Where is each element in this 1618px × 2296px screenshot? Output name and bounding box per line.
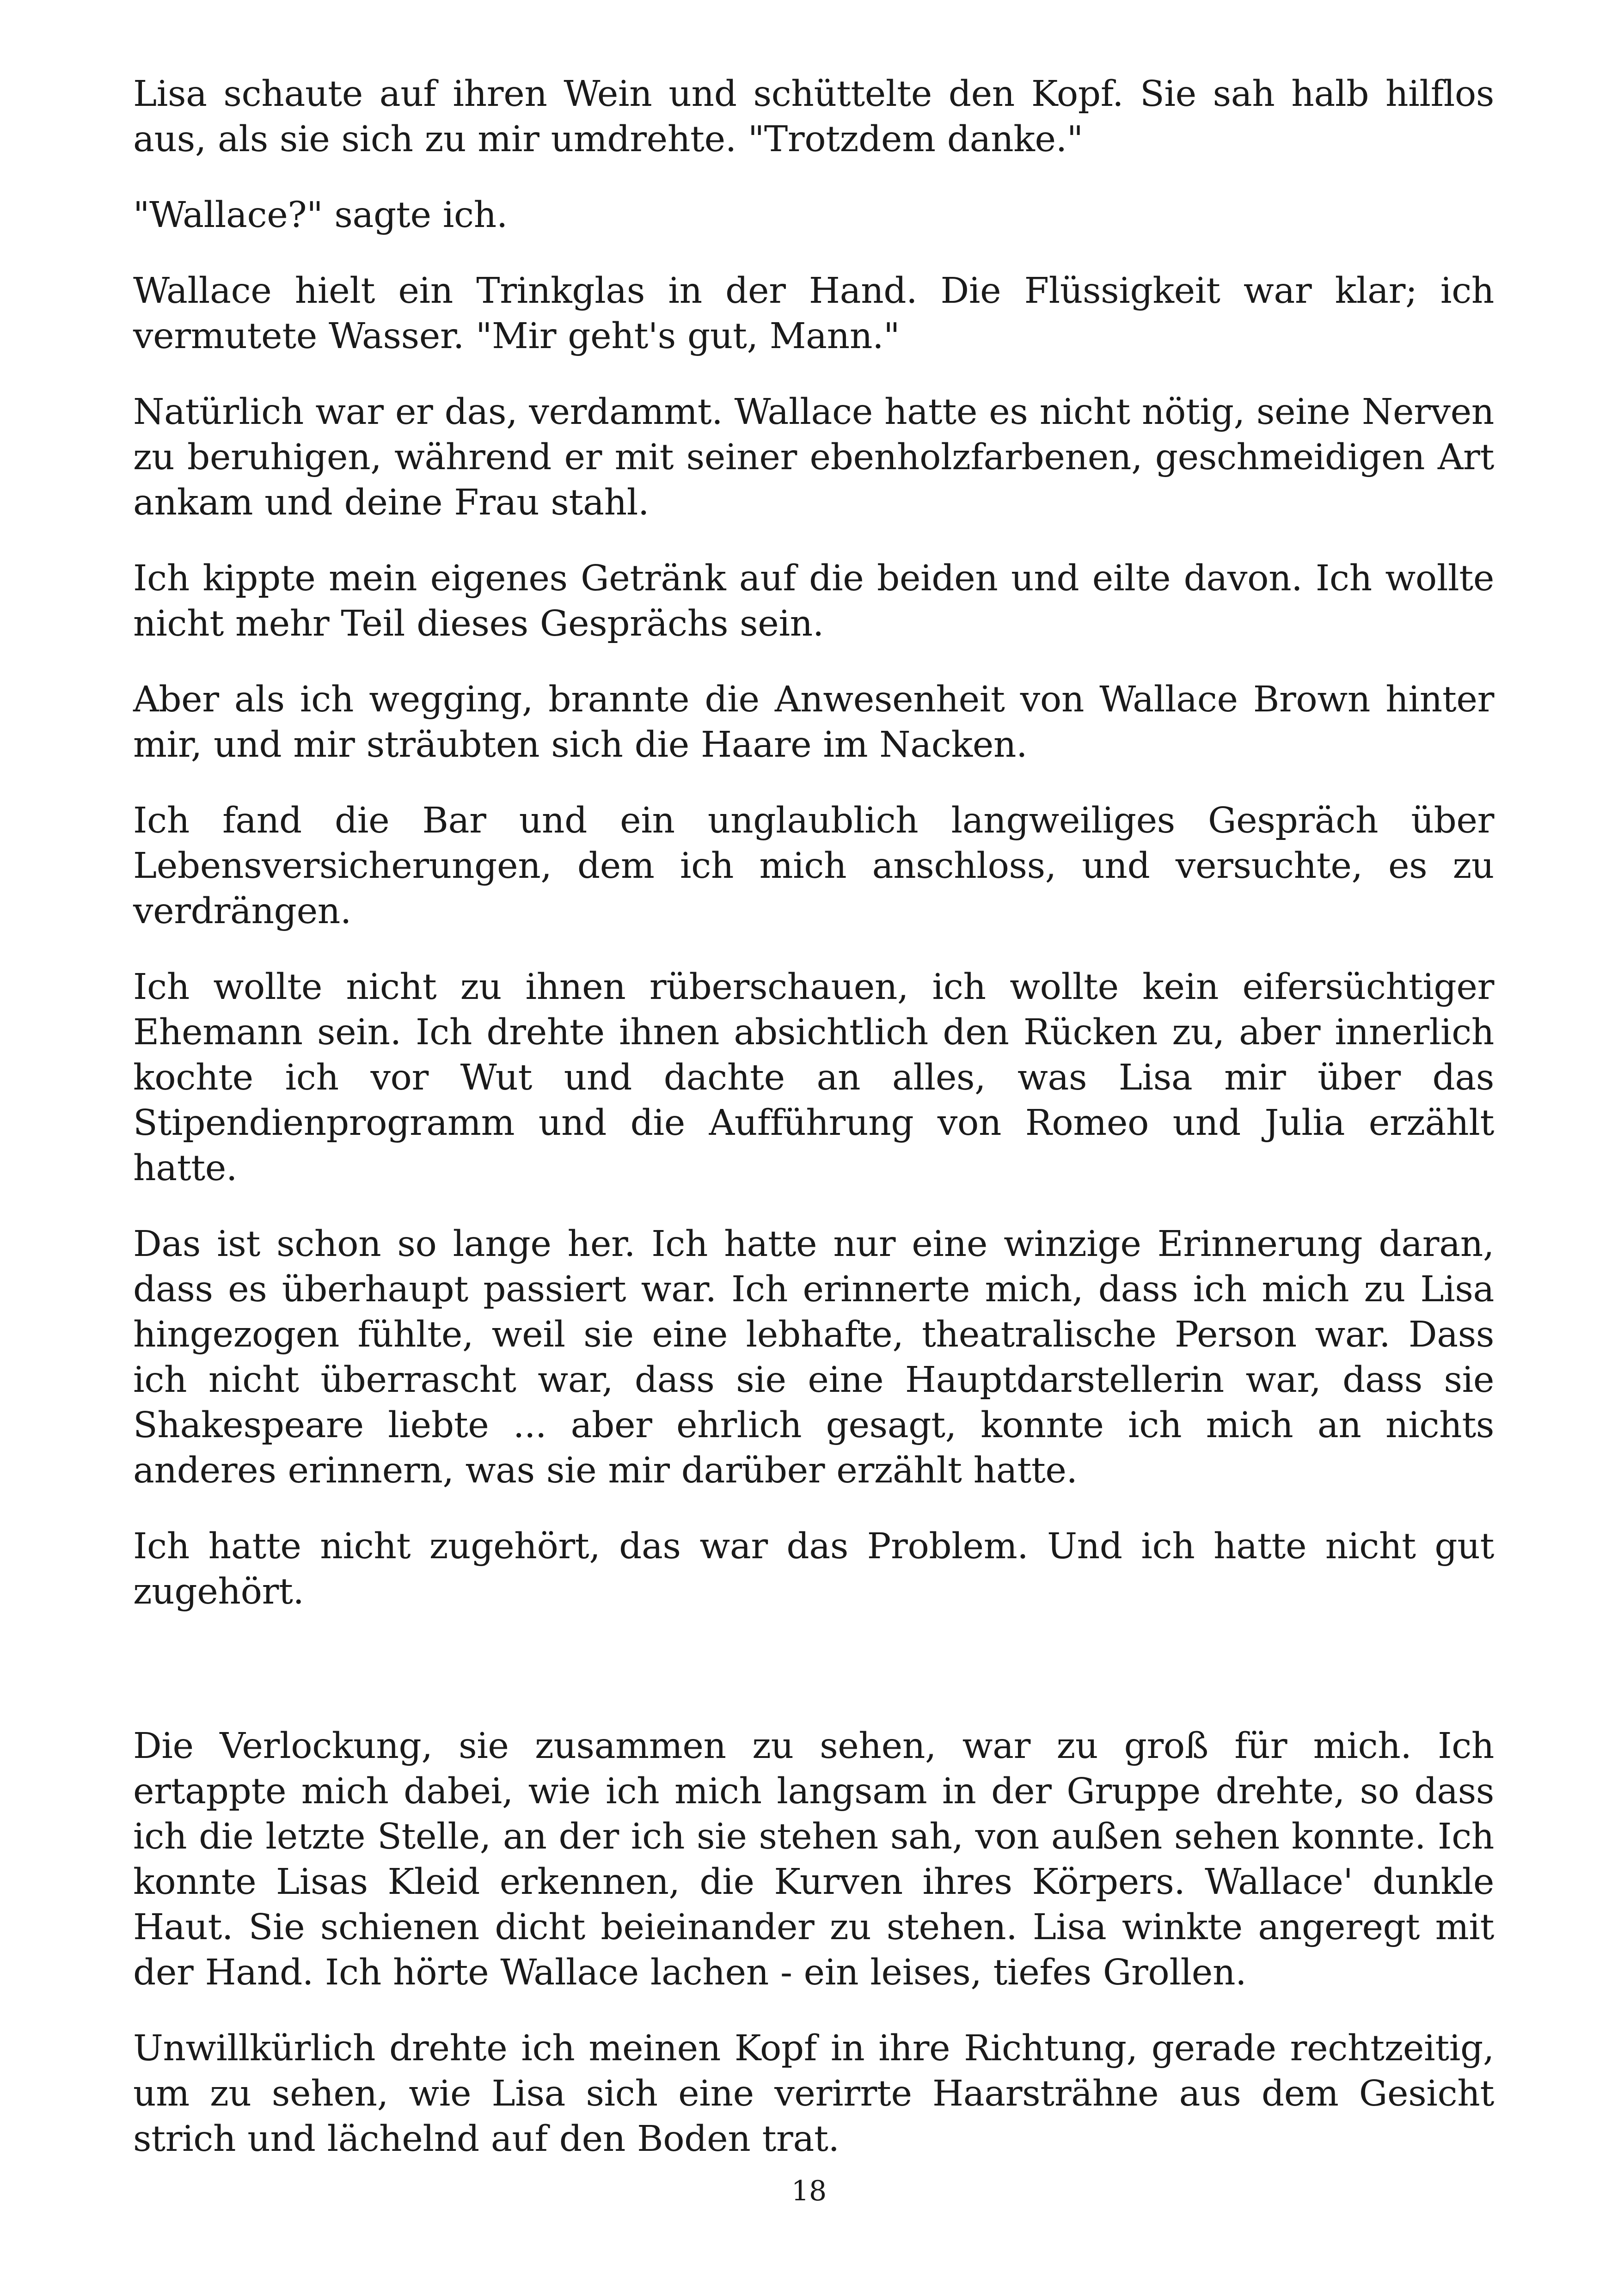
paragraph: Wallace hielt ein Trinkglas in der Hand. Die Flüssigkeit war klar; ich vermutete Wasser. "Mir geht's gut, Mann." (133, 270, 1494, 357)
paragraph: "Wallace?" sagte ich. (133, 195, 508, 236)
paragraph: Das ist schon so lange her. Ich hatte nur eine winzige Erinnerung daran, dass es überhaupt passiert war. Ich erinnerte mich, dass ich mich zu Lisa hingezogen fühlte, weil sie eine lebhafte, theatralische Person war. Dass ich nicht überrascht war, dass sie eine Hauptdarstellerin war, dass sie Shakespeare liebte ... aber ehrlich gesagt, konnte ich mich an nichts anderes erinnern, was sie mir darüber erzählt hatte. (133, 1224, 1494, 1491)
paragraph: Ich wollte nicht zu ihnen rüberschauen, ich wollte kein eifersüchtiger Ehemann sein. Ich drehte ihnen absichtlich den Rücken zu, aber innerlich kochte ich vor Wut und dachte an alles, was Lisa mir über das Stipendienprogramm und die Aufführung von Romeo und Julia erzählt hatte. (133, 967, 1494, 1189)
paragraph: Lisa schaute auf ihren Wein und schüttelte den Kopf. Sie sah halb hilflos aus, als sie sich zu mir umdrehte. "Trotzdem danke." (133, 73, 1494, 160)
paragraph: Ich kippte mein eigenes Getränk auf die beiden und eilte davon. Ich wollte nicht mehr Teil dieses Gesprächs sein. (133, 558, 1494, 644)
paragraph: Ich fand die Bar und ein unglaublich langweiliges Gespräch über Lebensversicherungen, dem ich mich anschloss, und versuchte, es zu verdrängen. (133, 800, 1494, 932)
page-body (133, 72, 1494, 2162)
paragraph: Natürlich war er das, verdammt. Wallace hatte es nicht nötig, seine Nerven zu beruhigen, während er mit seiner ebenholzfarbenen, geschmeidigen Art ankam und deine Frau stahl. (133, 392, 1494, 523)
paragraph: Die Verlockung, sie zusammen zu sehen, war zu groß für mich. Ich ertappte mich dabei, wie ich mich langsam in der Gruppe drehte, so dass ich die letzte Stelle, an der ich sie stehen sah, von außen sehen konnte. Ich konnte Lisas Kleid erkennen, die Kurven ihres Körpers. Wallace' dunkle Haut. Sie schienen dicht beieinander zu stehen. Lisa winkte angeregt mit der Hand. Ich hörte Wallace lachen - ein leises, tiefes Grollen. (133, 1726, 1494, 1993)
paragraph: Unwillkürlich drehte ich meinen Kopf in ihre Richtung, gerade rechtzeitig, um zu sehen, wie Lisa sich eine verirrte Haarsträhne aus dem Gesicht strich und lächelnd auf den Boden trat. (133, 2028, 1494, 2160)
paragraph: Aber als ich wegging, brannte die Anwesenheit von Wallace Brown hinter mir, und mir sträubten sich die Haare im Nacken. (133, 679, 1494, 765)
page-number: 18 (791, 2175, 827, 2207)
paragraph: Ich hatte nicht zugehört, das war das Problem. Und ich hatte nicht gut zugehört. (133, 1526, 1494, 1612)
